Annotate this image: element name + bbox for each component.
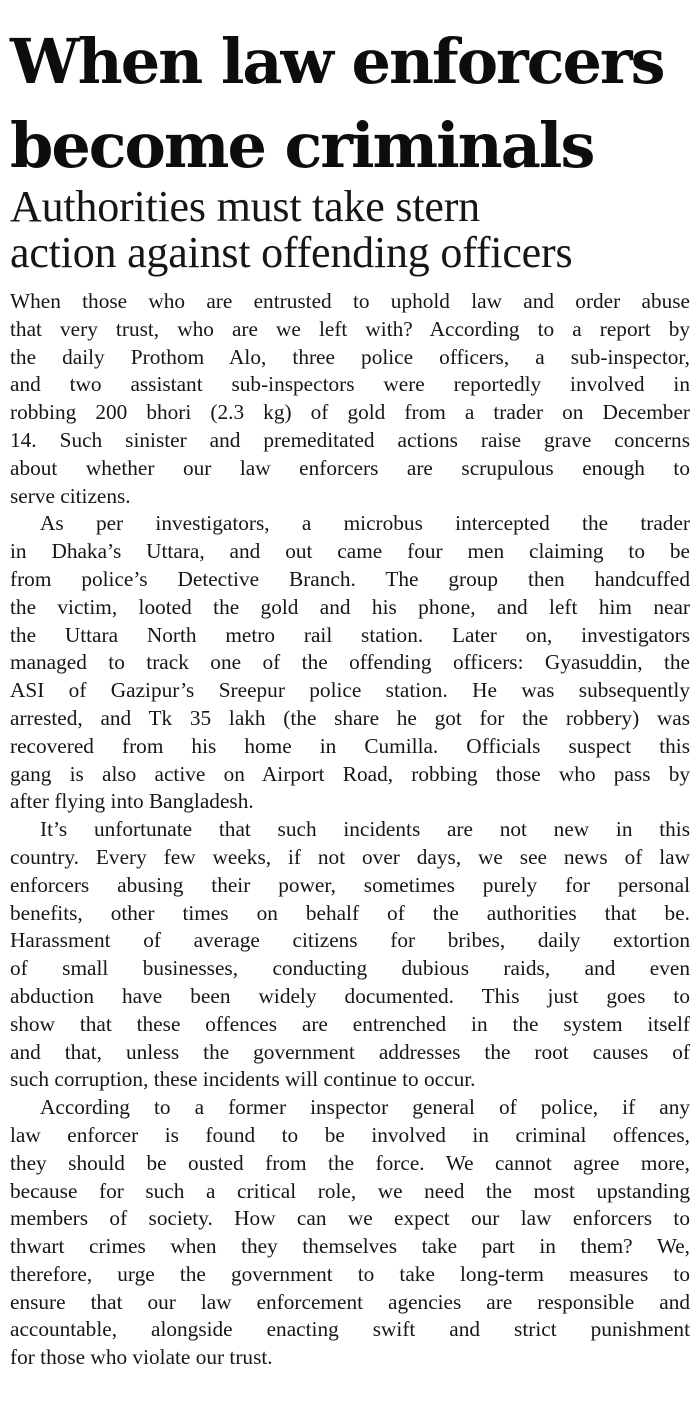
body-line: managed to track one of the offending officers: Gyasuddin, the bbox=[10, 650, 690, 675]
body-line: arrested, and Tk 35 lakh (the share he got for the robbery) was bbox=[10, 705, 690, 730]
body-line: from police’s Detective Branch. The group then handcuffed bbox=[10, 566, 690, 591]
body-line: serve citizens. bbox=[10, 483, 131, 508]
body-line: accountable, alongside enacting swift and strict punishment bbox=[10, 1317, 690, 1342]
body-line: the Uttara North metro rail station. Later on, investigators bbox=[10, 622, 690, 647]
subheadline-line: action against offending officers bbox=[10, 228, 573, 277]
body-paragraph bbox=[10, 510, 690, 816]
body-line: show that these offences are entrenched in the system itself bbox=[10, 1011, 690, 1036]
body-line: Harassment of average citizens for bribes, daily extortion bbox=[10, 928, 690, 953]
body-line: the daily Prothom Alo, three police officers, a sub-inspector, bbox=[10, 344, 690, 369]
body-line: and two assistant sub-inspectors were reportedly involved in bbox=[10, 372, 690, 397]
body-paragraph bbox=[10, 288, 690, 510]
body-line: the victim, looted the gold and his phone, and left him near bbox=[10, 594, 690, 619]
article-body bbox=[10, 288, 690, 1372]
body-line: According to a former inspector general of police, if any bbox=[40, 1095, 690, 1120]
body-line: benefits, other times on behalf of the authorities that be. bbox=[10, 900, 690, 925]
body-line: law enforcer is found to be involved in criminal offences, bbox=[10, 1122, 690, 1147]
subheadline-line: Authorities must take stern bbox=[10, 182, 480, 231]
body-line: abduction have been widely documented. This just goes to bbox=[10, 983, 690, 1008]
body-line: such corruption, these incidents will continue to occur. bbox=[10, 1067, 476, 1092]
body-line: in Dhaka’s Uttara, and out came four men claiming to be bbox=[10, 539, 690, 564]
body-line: thwart crimes when they themselves take part in them? We, bbox=[10, 1234, 690, 1259]
body-line: they should be ousted from the force. We cannot agree more, bbox=[10, 1150, 690, 1175]
body-line: ASI of Gazipur’s Sreepur police station. He was subsequently bbox=[10, 678, 690, 703]
body-line: 14. Such sinister and premeditated actions raise grave concerns bbox=[10, 427, 690, 452]
headline bbox=[10, 20, 690, 188]
subheadline bbox=[10, 184, 690, 276]
body-line: and that, unless the government addresses the root causes of bbox=[10, 1039, 690, 1064]
body-line: about whether our law enforcers are scrupulous enough to bbox=[10, 455, 690, 480]
headline-line: When law enforcers bbox=[10, 25, 664, 98]
body-line: ensure that our law enforcement agencies are responsible and bbox=[10, 1289, 690, 1314]
body-line: enforcers abusing their power, sometimes purely for personal bbox=[10, 872, 690, 897]
body-line: country. Every few weeks, if not over days, we see news of law bbox=[10, 844, 690, 869]
body-line: It’s unfortunate that such incidents are not new in this bbox=[40, 817, 690, 842]
body-line: for those who violate our trust. bbox=[10, 1345, 273, 1370]
body-line: gang is also active on Airport Road, robbing those who pass by bbox=[10, 761, 690, 786]
body-line: When those who are entrusted to uphold law and order abuse bbox=[10, 289, 690, 313]
body-line: because for such a critical role, we need the most upstanding bbox=[10, 1178, 690, 1203]
body-line: robbing 200 bhori (2.3 kg) of gold from a trader on December bbox=[10, 400, 690, 425]
headline-line: become criminals bbox=[10, 109, 594, 182]
body-line: recovered from his home in Cumilla. Officials suspect this bbox=[10, 733, 690, 758]
body-line: therefore, urge the government to take long-term measures to bbox=[10, 1261, 690, 1286]
body-line: As per investigators, a microbus intercepted the trader bbox=[40, 511, 690, 536]
body-line: after flying into Bangladesh. bbox=[10, 789, 254, 814]
body-paragraph bbox=[10, 816, 690, 1094]
body-line: of small businesses, conducting dubious raids, and even bbox=[10, 956, 690, 981]
body-paragraph bbox=[10, 1094, 690, 1372]
body-line: that very trust, who are we left with? According to a report by bbox=[10, 316, 690, 341]
body-line: members of society. How can we expect our law enforcers to bbox=[10, 1206, 690, 1231]
